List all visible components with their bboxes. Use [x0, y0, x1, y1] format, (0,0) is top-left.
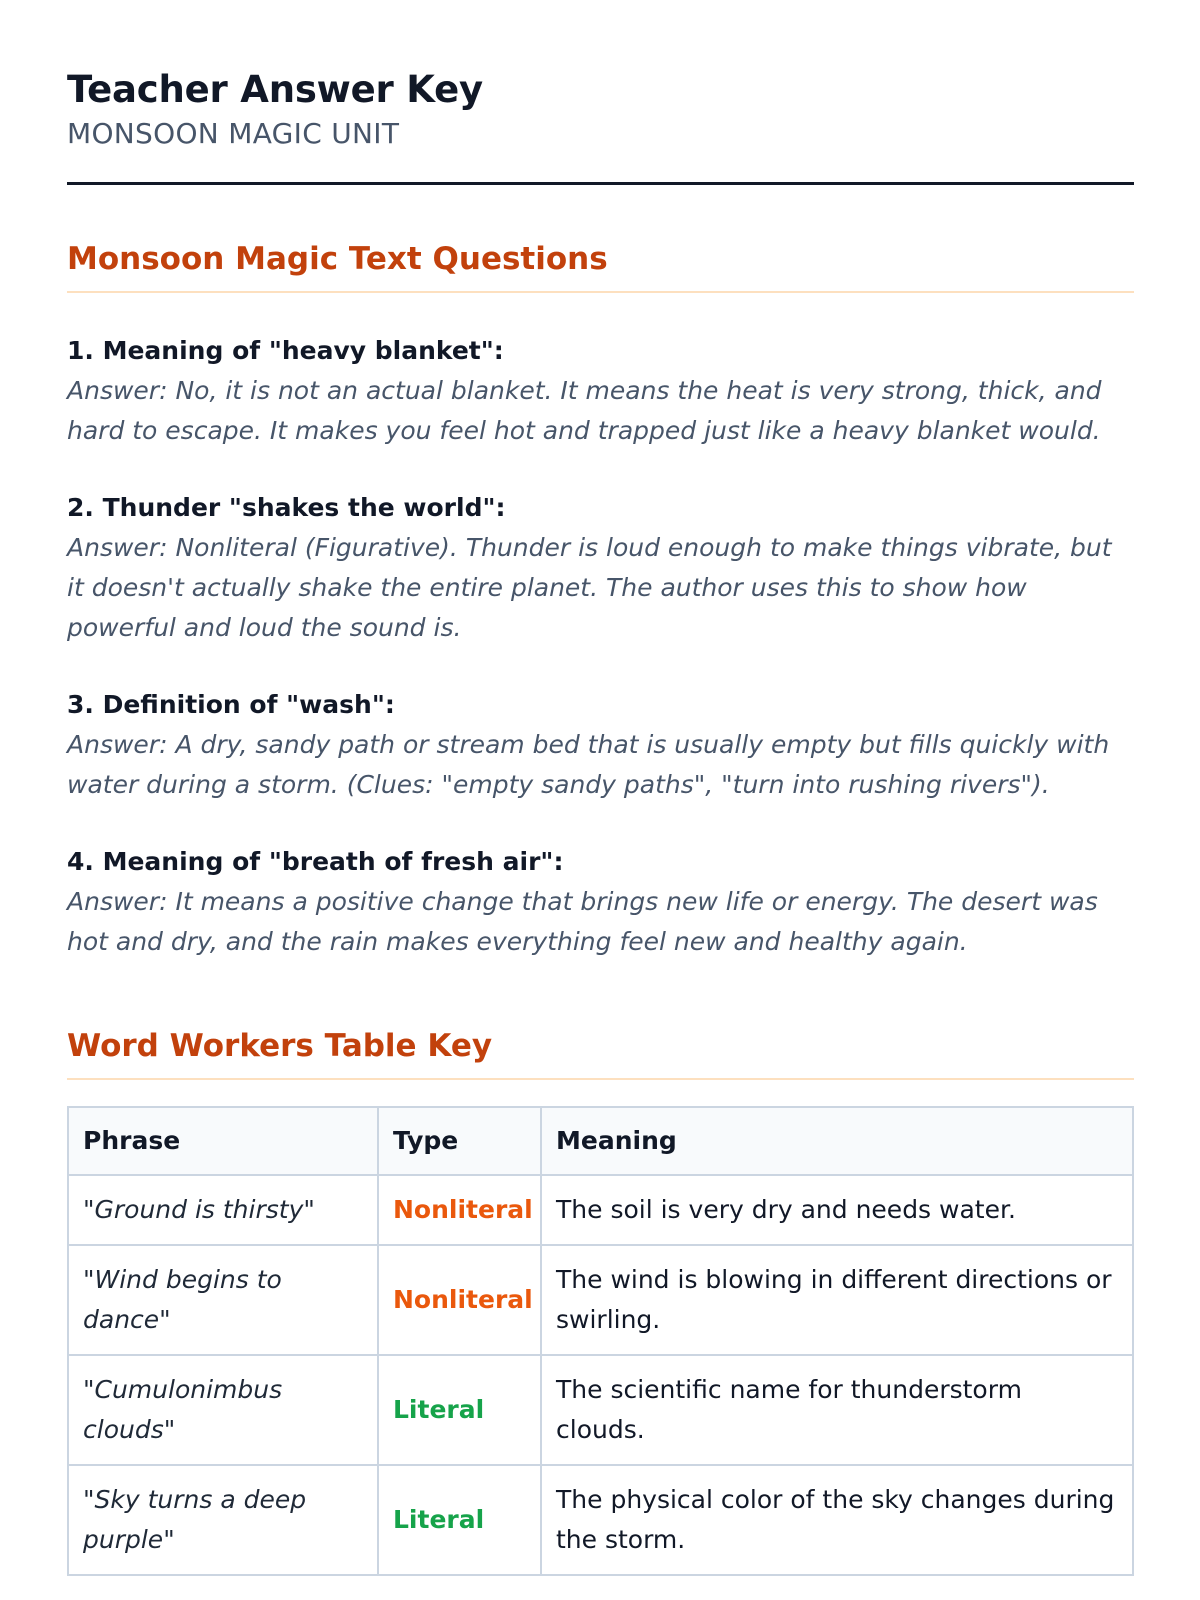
phrase-cell: "Wind begins to dance" — [68, 1245, 378, 1355]
meaning-cell: The wind is blowing in different directions or swirling. — [541, 1245, 1133, 1355]
table-row — [68, 1355, 1133, 1465]
title-divider — [67, 182, 1134, 185]
page-subtitle: MONSOON MAGIC UNIT — [67, 117, 400, 150]
question-block-1 — [67, 333, 1134, 451]
answer-text: Answer: A dry, sandy path or stream bed that is usually empty but fills quickly with water during a storm. (Clues: "empty sandy paths", "turn into rushing rivers"). — [67, 730, 1110, 799]
answer-text: Answer: No, it is not an actual blanket. It means the heat is very strong, thick, and hard to escape. It makes you feel hot and trapped just like a heavy blanket would. — [67, 376, 1102, 445]
table-header-row — [68, 1107, 1133, 1175]
question-block-4 — [67, 844, 1134, 962]
answer-text: Answer: It means a positive change that brings new life or energy. The desert was hot and dry, and the rain makes everything feel new and healthy again. — [67, 887, 1098, 956]
word-workers-table — [67, 1106, 1134, 1576]
phrase-cell: "Sky turns a deep purple" — [68, 1465, 378, 1575]
page-title: Teacher Answer Key — [67, 68, 483, 111]
type-cell: Nonliteral — [378, 1175, 541, 1245]
meaning-cell: The scientific name for thunderstorm clouds. — [541, 1355, 1133, 1465]
column-header-phrase: Phrase — [68, 1107, 378, 1175]
meaning-cell: The soil is very dry and needs water. — [541, 1175, 1133, 1245]
table-row — [68, 1465, 1133, 1575]
type-cell: Literal — [378, 1355, 541, 1465]
column-header-meaning: Meaning — [541, 1107, 1133, 1175]
section-heading-word-workers: Word Workers Table Key — [67, 1026, 1134, 1080]
question-text: 1. Meaning of "heavy blanket": — [67, 336, 504, 365]
type-cell: Literal — [378, 1465, 541, 1575]
section-heading-text-questions: Monsoon Magic Text Questions — [67, 239, 1134, 293]
phrase-cell: "Cumulonimbus clouds" — [68, 1355, 378, 1465]
type-cell: Nonliteral — [378, 1245, 541, 1355]
answer-text: Answer: Nonliteral (Figurative). Thunder is loud enough to make things vibrate, but it doesn't actually shake the entire planet. The author uses this to show how powerful and loud the sound is. — [67, 533, 1112, 642]
phrase-cell: "Ground is thirsty" — [68, 1175, 378, 1245]
table-row — [68, 1245, 1133, 1355]
question-text: 3. Definition of "wash": — [67, 690, 395, 719]
question-block-2 — [67, 490, 1134, 648]
question-text: 2. Thunder "shakes the world": — [67, 493, 506, 522]
table-row — [68, 1175, 1133, 1245]
meaning-cell: The physical color of the sky changes during the storm. — [541, 1465, 1133, 1575]
column-header-type: Type — [378, 1107, 541, 1175]
question-text: 4. Meaning of "breath of fresh air": — [67, 847, 564, 876]
question-block-3 — [67, 687, 1134, 805]
